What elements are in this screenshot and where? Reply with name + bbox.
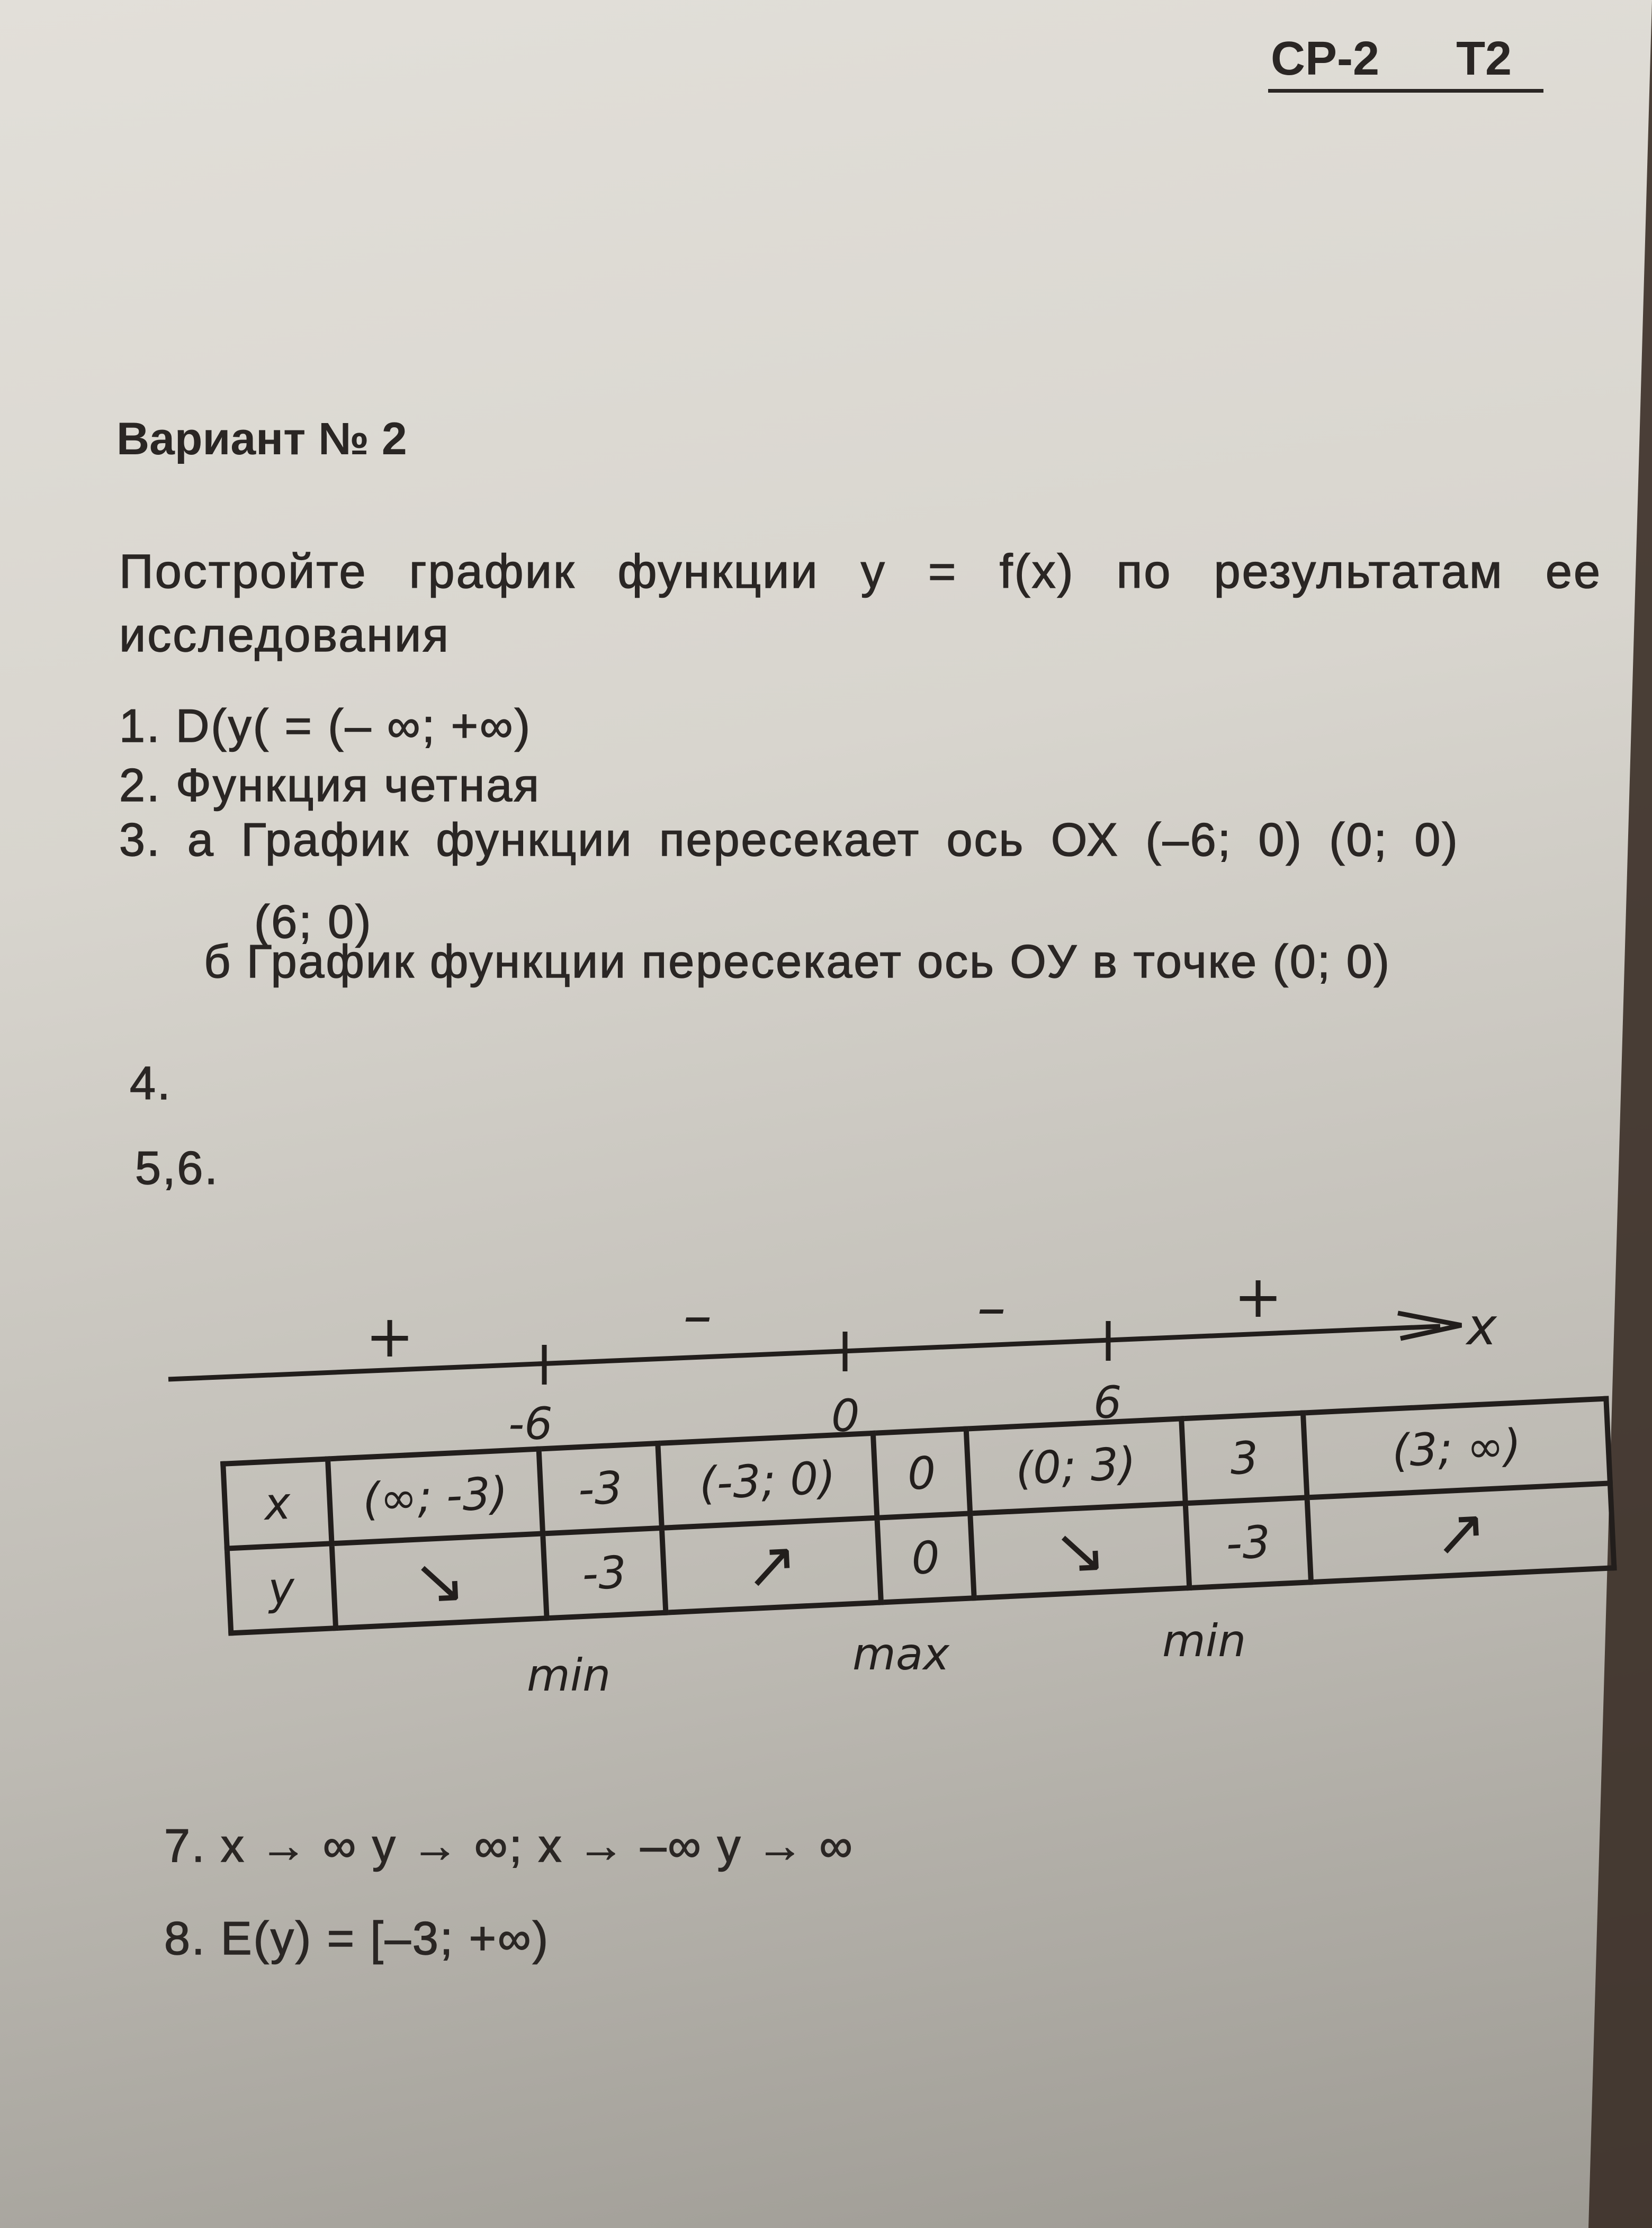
tick-label-0: 0 [831,1390,860,1442]
decreasing-arrow-icon: ↘ [332,1533,547,1628]
sign-interval-4: + [1234,1263,1283,1331]
tick-label-minus-6: -6 [508,1398,553,1450]
row-label-x: x [223,1459,331,1548]
extremum-label-max: max [852,1628,950,1680]
table-cell: (∞; -3) [328,1449,543,1544]
decreasing-arrow-icon: ↘ [970,1503,1189,1598]
increasing-arrow-icon: ↗ [662,1518,881,1613]
extremum-label-min-1: min [527,1649,611,1701]
table-cell: (3; ∞) [1303,1399,1610,1498]
item-2: 2. Функция четная [119,759,541,811]
table-cell: (-3; 0) [658,1433,877,1528]
item-3b: б График функции пересекает ось ОУ в точке (0; 0) [204,935,1391,987]
table-cell: -3 [543,1528,666,1618]
task-code: Т2 [1456,32,1512,85]
variant-title: Вариант № 2 [116,414,407,464]
table-cell: 0 [877,1513,974,1602]
item-5-6: 5,6. [135,1142,219,1194]
table-cell: 3 [1181,1413,1307,1504]
item-4: 4. [130,1057,172,1109]
extremum-label-min-2: min [1162,1615,1246,1667]
sign-interval-2: – [683,1281,712,1349]
table-cell: 0 [873,1429,970,1518]
item-7: 7. x → ∞ y → ∞; x → –∞ y → ∞ [164,1819,855,1872]
sign-interval-1: + [365,1302,415,1370]
table-cell: -3 [1186,1497,1311,1588]
item-8: 8. E(y) = [–3; +∞) [164,1912,550,1964]
sheet-code: СР-2 [1271,32,1380,85]
row-label-y: y [227,1543,336,1633]
item-3a-continued: (6; 0) [254,895,373,948]
number-line-axis [168,1326,1440,1379]
instruction-text: Постройте график функции y = f(x) по результатам ее исследования [119,545,1602,662]
tick-label-6: 6 [1093,1377,1122,1429]
table-cell: (0; 3) [966,1418,1186,1513]
item-3a: 3. а График функции пересекает ось ОХ (–6; 0) (0; 0) [119,813,1459,866]
item-1: 1. D(y( = (– ∞; +∞) [119,699,532,752]
axis-label-x: x [1467,1297,1497,1356]
increasing-arrow-icon: ↗ [1307,1483,1614,1582]
table-cell: -3 [539,1443,662,1533]
sign-interval-3: – [977,1273,1006,1341]
